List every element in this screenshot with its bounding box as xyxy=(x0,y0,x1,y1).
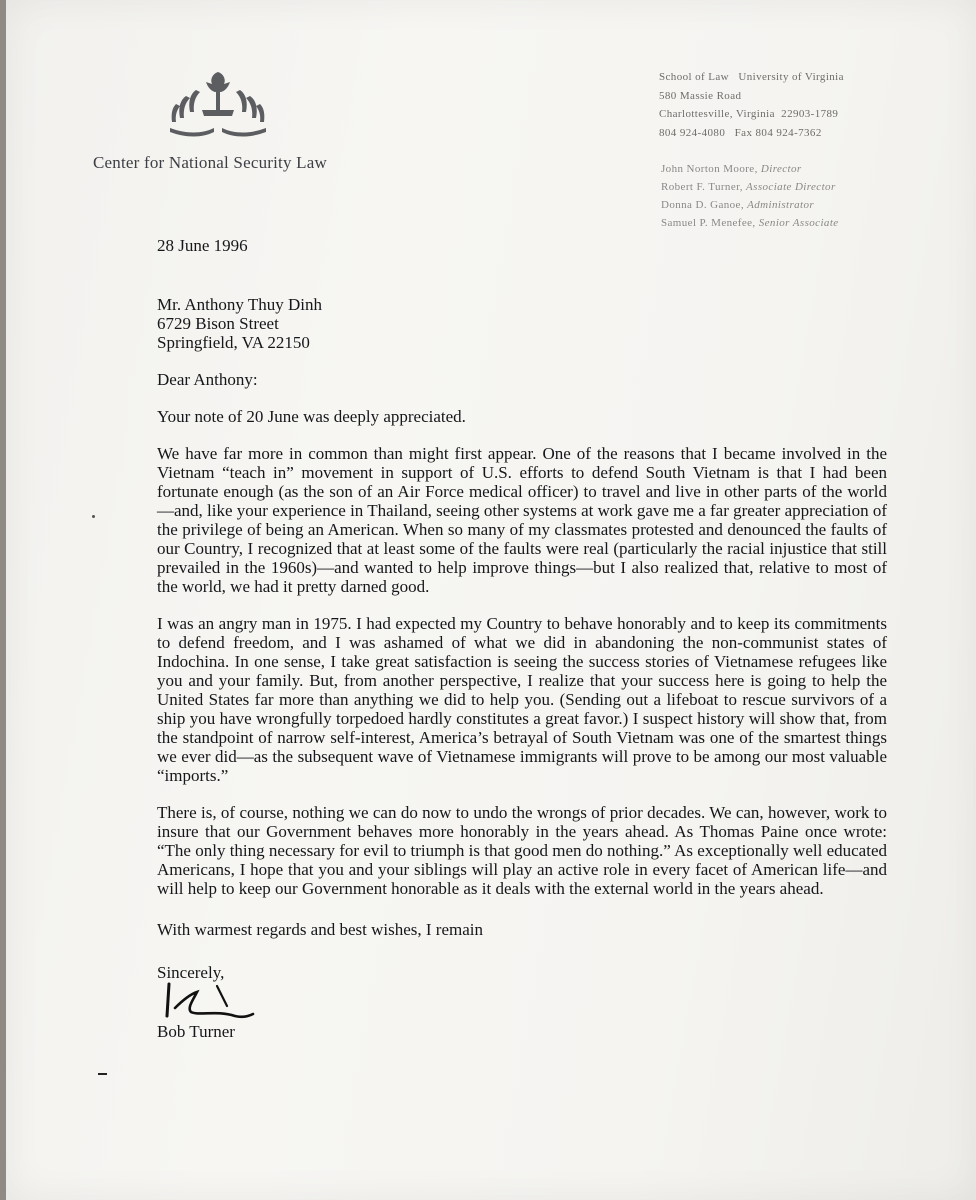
recipient-city: Springfield, VA 22150 xyxy=(157,333,310,352)
paragraph: I was an angry man in 1975. I had expected my Country to behave honorably and to keep its commitments to defend freedom, and I was ashamed of what we did in abandoning the non-communist states of Indochina. In one sense, I take great satisfaction is seeing the success stories of Vietnamese refugees like you and your family. But, from another perspective, I realize that your success here is going to help the United States far more than anything we did to help you. (Sending out a lifeboat to rescue survivors of a ship you have wrongfully torpedoed hardly constitutes a great favor.) I suspect history will show that, from the standpoint of narrow self-interest, America’s betrayal of South Vietnam was one of the smartest things we ever did—as the subsequent wave of Vietnamese immigrants will prove to be among our most valuable “imports.” xyxy=(157,614,887,785)
salutation: Dear Anthony: xyxy=(157,370,258,389)
paragraph: There is, of course, nothing we can do now to undo the wrongs of prior decades. We can, however, work to insure that our Government behaves more honorably in the years ahead. As Thomas Paine once wrote: “The only thing necessary for evil to triumph is that good men do nothing.” As exceptionally well educated Americans, I hope that you and your siblings will play an active role in every facet of American life—and will help to keep our Government honorable as it deals with the external world in the years ahead. xyxy=(157,803,887,898)
staff-entry: Samuel P. Menefee, Senior Associate xyxy=(661,217,839,229)
paper-speck xyxy=(92,515,95,518)
department-line: School of Law University of Virginia xyxy=(659,71,844,83)
letter-page xyxy=(6,0,976,1200)
handwritten-signature xyxy=(157,978,267,1022)
staff-entry: John Norton Moore, Director xyxy=(661,163,802,175)
staff-entry: Robert F. Turner, Associate Director xyxy=(661,181,836,193)
recipient-street: 6729 Bison Street xyxy=(157,314,279,333)
recipient-name: Mr. Anthony Thuy Dinh xyxy=(157,295,322,314)
staff-list xyxy=(661,160,961,232)
signer-name: Bob Turner xyxy=(157,1022,235,1041)
phone-line: 804 924-4080 Fax 804 924-7362 xyxy=(659,126,822,139)
recipient-address xyxy=(157,295,887,352)
paragraph: We have far more in common than might first appear. One of the reasons that I became involved in the Vietnam “teach in” movement in support of U.S. efforts to defend South Vietnam is that I had been fortunate enough (as the son of an Air Force medical officer) to travel and live in other parts of the world—and, like your experience in Thailand, seeing other systems at work gave me a far greater appreciation of the privilege of being an American. When so many of my classmates protested and denounced the faults of our Country, I recognized that at least some of the faults were real (particularly the racial injustice that still prevailed in the 1960s)—and wanted to help improve things—but I also realized that, relative to most of the world, we had it pretty darned good. xyxy=(157,444,887,596)
street-line: 580 Massie Road xyxy=(659,89,742,102)
staff-entry: Donna D. Ganoe, Administrator xyxy=(661,199,815,211)
letterhead-address xyxy=(659,68,959,142)
paper-mark xyxy=(98,1073,107,1075)
valediction: Sincerely, xyxy=(157,963,225,982)
city-line: Charlottesville, Virginia 22903-1789 xyxy=(659,108,839,120)
eagle-scales-logo-icon xyxy=(166,70,270,140)
closing-line: With warmest regards and best wishes, I remain xyxy=(157,920,483,939)
letter-body xyxy=(157,236,887,1041)
letter-date: 28 June 1996 xyxy=(157,236,248,255)
organization-name: Center for National Security Law xyxy=(93,153,327,172)
paragraph: Your note of 20 June was deeply appreciated. xyxy=(157,407,466,426)
